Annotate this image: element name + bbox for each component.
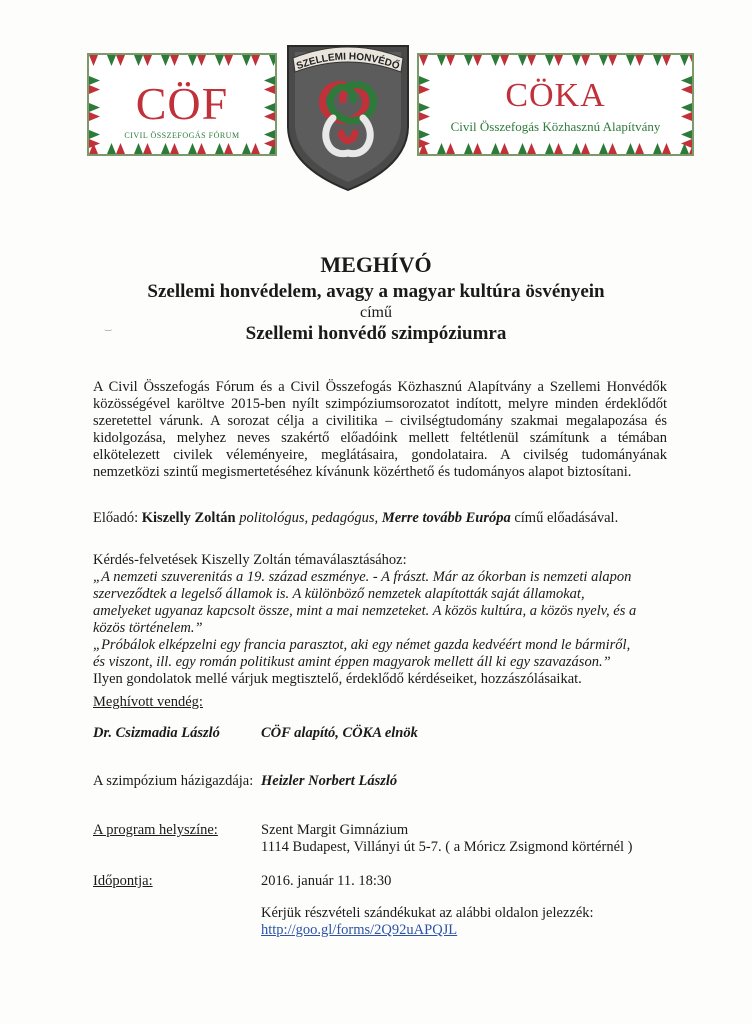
border-triangle — [251, 143, 260, 154]
border-triangle — [617, 55, 626, 66]
talk-title: Merre tovább Európa — [381, 510, 511, 526]
border-triangle — [152, 55, 161, 66]
tricolor-border-bottom — [89, 142, 277, 154]
border-triangle — [224, 143, 233, 154]
border-triangle — [446, 143, 455, 154]
questions-closing: Ilyen gondolatok mellé várjuk megtisztelő, érdeklődő kérdéseiket, hozzászólásaikat. — [93, 671, 582, 687]
border-triangle — [233, 143, 242, 154]
border-triangle — [599, 143, 608, 154]
guest-role: CÖF alapító, CÖKA elnök — [261, 725, 418, 741]
quote-1-line-2: szerveződtek a legelső államok is. A különböző nemzetek alapították saját államokat, — [93, 586, 585, 602]
border-triangle — [563, 55, 572, 66]
border-triangle — [233, 55, 242, 66]
rsvp-text: Kérjük részvételi szándékukat az alábbi oldalon jelezzék: — [261, 905, 594, 921]
venue-name: Szent Margit Gimnázium — [261, 822, 409, 838]
scan-speck: ‿ — [105, 322, 112, 331]
border-triangle — [455, 55, 464, 66]
border-triangle — [527, 143, 536, 154]
border-triangle — [491, 55, 500, 66]
quote-1-line-1: „A nemzeti szuverenitás a 19. század eszménye. - A frászt. Már az ókorban is nemzeti alapon — [93, 569, 632, 585]
border-triangle — [242, 55, 251, 66]
border-triangle — [170, 55, 179, 66]
border-triangle — [116, 143, 125, 154]
time-label: Időpontja: — [93, 873, 153, 889]
border-triangle — [116, 55, 125, 66]
border-triangle — [473, 143, 482, 154]
border-triangle — [518, 55, 527, 66]
quote-2-line-1: „Próbálok elképzelni egy francia parasztot, aki egy német gazda kedvéért mond le bármiről, — [93, 637, 631, 653]
border-triangle — [161, 143, 170, 154]
border-triangle — [215, 55, 224, 66]
coka-logo-title: CÖKA — [505, 77, 606, 114]
border-triangle — [527, 55, 536, 66]
border-triangle — [242, 143, 251, 154]
border-triangle — [554, 143, 563, 154]
border-triangle — [251, 55, 260, 66]
border-triangle — [215, 143, 224, 154]
border-triangle — [482, 143, 491, 154]
shield-ribbon-text: SZELLEMI HONVÉDŐ — [295, 51, 401, 73]
venue-address: 1114 Budapest, Villányi út 5-7. ( a Móricz Zsigmond körtérnél ) — [261, 839, 633, 855]
border-triangle — [671, 55, 680, 66]
border-triangle — [491, 143, 500, 154]
time-value: 2016. január 11. 18:30 — [261, 873, 392, 889]
border-triangle — [264, 139, 275, 148]
border-triangle — [437, 143, 446, 154]
border-triangle — [197, 55, 206, 66]
border-triangle — [635, 55, 644, 66]
border-triangle — [455, 143, 464, 154]
border-triangle — [590, 55, 599, 66]
border-triangle — [464, 55, 473, 66]
tricolor-border-top — [419, 55, 694, 67]
speaker-label: Előadó: — [93, 510, 139, 526]
border-triangle — [125, 143, 134, 154]
border-triangle — [626, 55, 635, 66]
guest-label: Meghívott vendég: — [93, 694, 203, 710]
border-triangle — [188, 143, 197, 154]
border-triangle — [197, 143, 206, 154]
guest-name: Dr. Csizmadia László — [93, 725, 220, 741]
event-name: Szellemi honvédő szimpóziumra — [245, 323, 507, 344]
border-triangle — [626, 143, 635, 154]
border-triangle — [170, 143, 179, 154]
border-triangle — [188, 55, 197, 66]
rsvp-link[interactable]: http://goo.gl/forms/2Q92uAPQJL — [261, 922, 458, 938]
szellemi-honvedo-shield-logo — [283, 38, 413, 193]
border-triangle — [152, 143, 161, 154]
coka-logo — [417, 53, 694, 156]
border-triangle — [464, 143, 473, 154]
border-triangle — [662, 143, 671, 154]
quote-1-line-4: közös történelem.” — [93, 620, 203, 636]
event-subtitle: Szellemi honvédelem, avagy a magyar kultúra ösvényein — [147, 281, 605, 302]
speaker-name: Kiszelly Zoltán — [141, 510, 236, 526]
coka-logo-subtitle: Civil Összefogás Közhasznú Alapítvány — [450, 119, 661, 134]
border-triangle — [107, 55, 116, 66]
border-triangle — [206, 143, 215, 154]
cof-logo-title: CÖF — [135, 78, 229, 129]
cof-logo — [87, 53, 277, 156]
border-triangle — [473, 55, 482, 66]
border-triangle — [617, 143, 626, 154]
border-triangle — [264, 67, 275, 76]
border-triangle — [644, 143, 653, 154]
border-triangle — [89, 139, 100, 148]
border-triangle — [206, 55, 215, 66]
quote-2-line-2: és viszont, ill. egy román politikust amint éppen magyarok mellett áll ki egy szavazáson.” — [93, 654, 611, 670]
border-triangle — [635, 143, 644, 154]
border-triangle — [681, 67, 692, 76]
border-triangle — [437, 55, 446, 66]
speaker-roles: politológus, pedagógus, — [239, 510, 379, 526]
border-triangle — [608, 55, 617, 66]
host-name: Heizler Norbert László — [261, 773, 398, 789]
page-title: MEGHÍVÓ — [320, 252, 432, 277]
border-triangle — [545, 55, 554, 66]
border-triangle — [554, 55, 563, 66]
border-triangle — [125, 55, 134, 66]
border-triangle — [545, 143, 554, 154]
quote-1-line-3: amelyeket ugyanaz kapcsolt össze, mint a mai nemzeteket. A közös kultúra, a közös nyelv, és a — [93, 603, 637, 619]
border-triangle — [653, 143, 662, 154]
border-triangle — [143, 143, 152, 154]
border-triangle — [662, 55, 671, 66]
border-triangle — [134, 55, 143, 66]
venue-label: A program helyszíne: — [93, 822, 218, 838]
border-triangle — [179, 55, 188, 66]
border-triangle — [134, 143, 143, 154]
border-triangle — [671, 143, 680, 154]
host-label: A szimpózium házigazdája: — [93, 773, 254, 789]
border-triangle — [224, 55, 233, 66]
cof-logo-subtitle: CIVIL ÖSSZEFOGÁS FÓRUM — [124, 131, 240, 140]
border-triangle — [89, 67, 100, 76]
border-triangle — [644, 55, 653, 66]
border-triangle — [446, 55, 455, 66]
border-triangle — [482, 55, 491, 66]
border-triangle — [572, 143, 581, 154]
border-triangle — [563, 143, 572, 154]
border-triangle — [608, 143, 617, 154]
border-triangle — [500, 55, 509, 66]
intro-paragraph: A Civil Összefogás Fórum és a Civil Összefogás Közhasznú Alapítvány a Szellemi Honvédők közösségével karöltve 2015-ben nyílt szimpóziumsorozatot indított, melyre minden érdeklődőt szeretettel várunk. A sorozat célja a civilitika – civilségtudomány szakmai megalapozása és kidolgozása, melyhez neves szakértő előadóink mellett feltétlenül számítunk a témában elkötelezett civilek véleményeire, meglátásaira, gondolataira. A civilség tudományának nemzetközi szintű megismertetéséhez kívánunk közérthető és tudományos alapot biztosítani. — [93, 379, 667, 480]
border-triangle — [581, 143, 590, 154]
questions-intro: Kérdés-felvetések Kiszelly Zoltán témaválasztásához: — [93, 552, 407, 568]
border-triangle — [419, 67, 430, 76]
speaker-suffix: című előadásával. — [514, 510, 619, 526]
border-triangle — [107, 143, 116, 154]
border-triangle — [536, 55, 545, 66]
border-triangle — [500, 143, 509, 154]
border-triangle — [590, 143, 599, 154]
border-triangle — [419, 139, 430, 148]
border-triangle — [599, 55, 608, 66]
tricolor-border-top — [89, 55, 277, 67]
border-triangle — [143, 55, 152, 66]
border-triangle — [179, 143, 188, 154]
border-triangle — [509, 55, 518, 66]
speaker-line — [93, 510, 618, 527]
cimu-connector: című — [360, 304, 392, 321]
tricolor-border-bottom — [419, 142, 694, 154]
border-triangle — [572, 55, 581, 66]
border-triangle — [161, 55, 170, 66]
border-triangle — [536, 143, 545, 154]
border-triangle — [681, 139, 692, 148]
border-triangle — [518, 143, 527, 154]
border-triangle — [509, 143, 518, 154]
border-triangle — [653, 55, 662, 66]
border-triangle — [581, 55, 590, 66]
